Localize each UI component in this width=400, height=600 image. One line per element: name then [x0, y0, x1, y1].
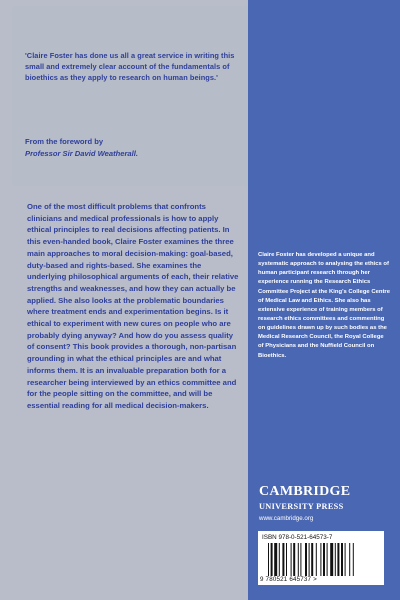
- book-description: One of the most difficult problems that confronts clinicians and medical professionals is how to apply ethical principles to real decisions affecting patients. In this even-handed book, Claire Foster examines the three main approaches to moral decision-making: goal-based, duty-based and rights-based. She examines the underlying philosophical arguments of each, their relative strengths and weaknesses, and how they can actually be applied. She also looks at the problematic boundaries where treatment ends and experimentation begins. Is it ethical to experiment with new cures on people who are probably dying anyway? And how do you assess quality of consent? This book provides a thorough, non-partisan grounding in what the ethical principles are and what informs them. It is an invaluable preparation both for a researcher being interviewed by an ethics committee and for the people sitting on the committee, and will be essential reading for all medical decision-makers.: [27, 202, 239, 410]
- quote-box: [12, 6, 248, 186]
- barcode-image: [268, 543, 376, 576]
- publisher-logo-subtitle: UNIVERSITY PRESS: [259, 502, 344, 511]
- barcode-box: [258, 531, 384, 585]
- foreword-author: Professor Sir David Weatherall.: [25, 149, 138, 158]
- foreword-label: From the foreword by: [25, 137, 104, 146]
- author-bio: [258, 251, 390, 361]
- publisher-logo-name: CAMBRIDGE: [259, 484, 351, 499]
- barcode-digits: 9 780521 645737 >: [260, 576, 317, 583]
- review-quote: 'Claire Foster has done us all a great service in writing this small and extremely clear account of the fundamentals of bioethics as they apply to research on human beings.': [25, 51, 235, 83]
- publisher-url: www.cambridge.org: [259, 515, 314, 522]
- author-name: Claire Foster: [258, 252, 295, 258]
- isbn-label: ISBN 978-0-521-64573-7: [262, 534, 333, 541]
- author-bio-text: has developed a unique and systematic approach to analysing the ethics of human participant research through her experience running the Research Ethics Committee Project at the King's College Centre of Medical Law and Ethics. She also has extensive experience of training members of research ethics committees and commenting on guidelines drawn up by such bodies as the Medical Research Council, the Royal College of Physicians and the Nuffield Council on Bioethics.: [258, 252, 391, 359]
